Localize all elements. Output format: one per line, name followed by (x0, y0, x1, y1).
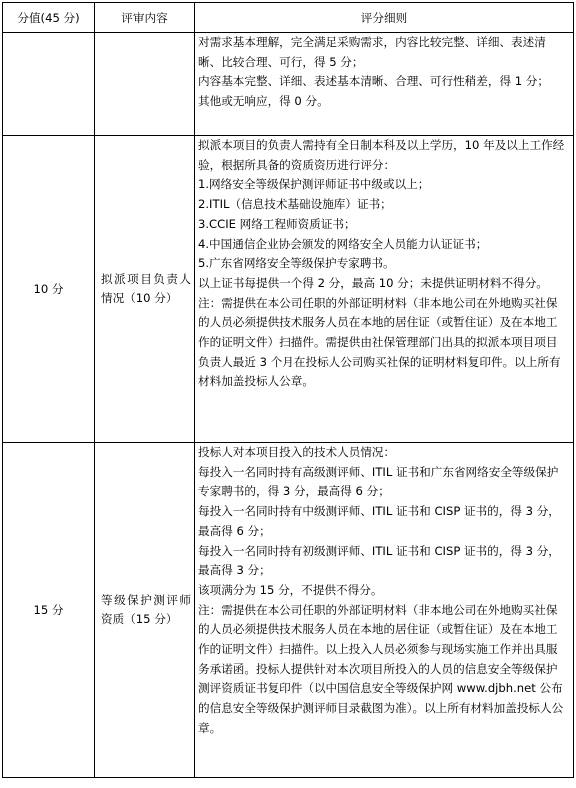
table-header-row (3, 3, 574, 33)
detail-line: 5.广东省网络安全等级保护专家聘书。 (198, 256, 395, 271)
detail-line: 每投入一名同时持有中级测评师、ITIL 证书和 CISP 证书的，得 3 分，最高得 6 分； (198, 504, 560, 538)
detail-line: 4.中国通信企业协会颁发的网络安全人员能力认证证书； (198, 236, 488, 251)
detail-line: 拟派本项目的负责人需持有全日制本科及以上学历，10 年及以上工作经验，根据所具备的资质资历进行评分： (198, 138, 565, 172)
table-row (3, 33, 574, 136)
item-text: 等级保护测评师资质（15 分） (101, 593, 191, 626)
header-item: 评审内容 (95, 3, 195, 33)
detail-line: 每投入一名同时持有初级测评师、ITIL 证书和 CISP 证书的，得 3 分，最高得 3 分； (198, 543, 560, 578)
detail-line: 其他或无响应，得 0 分。 (198, 94, 329, 109)
table-row (3, 136, 574, 443)
detail-cell (195, 33, 574, 136)
detail-line: 投标人对本项目投入的技术人员情况： (198, 445, 396, 459)
detail-line: 1.网络安全等级保护测评师证书中级或以上； (198, 177, 430, 192)
detail-note: 注：需提供在本公司任职的外部证明材料（非本地公司在外地购买社保的人员必须提供技术服务人员在本地的居住证（或暂住证）及在本地工作的证明文件）扫描件。以上投入人员必须参与现场实施工作并出具服务承诺函。投标人提供针对本次项目所投入的人员的信息安全等级保护测评资质证书复印件（以中国信息安全等级保护网 www.djbh.net 公布的信息安全等级保护测评师目录截图为准）。以上所有材料加盖投标人公章。 (198, 602, 564, 735)
item-cell (95, 136, 195, 443)
header-score: 分值(45 分) (3, 3, 95, 33)
detail-line: 3.CCIE 网络工程师资质证书； (198, 216, 356, 231)
detail-cell (195, 443, 574, 778)
scoring-table (2, 2, 574, 778)
table-row (3, 443, 574, 778)
item-cell (95, 33, 195, 136)
score-cell: 10 分 (3, 136, 95, 443)
detail-cell (195, 136, 574, 443)
score-cell: 15 分 (3, 443, 95, 778)
detail-line: 2.ITIL（信息技术基础设施库）证书； (198, 197, 392, 212)
detail-line: 每投入一名同时持有高级测评师、ITIL 证书和广东省网络安全等级保护专家聘书的，得 3 分，最高得 6 分； (198, 464, 559, 499)
detail-line: 内容基本完整、详细、表述基本清晰、合理、可行性稍差，得 1 分； (198, 74, 549, 89)
item-text: 拟派项目负责人情况（10 分） (101, 272, 191, 305)
item-cell (95, 443, 195, 778)
detail-line: 以上证书每提供一个得 2 分，最高 10 分；未提供证明材料不得分。 (198, 275, 548, 290)
header-details: 评分细则 (195, 3, 574, 33)
detail-line: 该项满分为 15 分，不提供不得分。 (198, 582, 383, 597)
score-cell (3, 33, 95, 136)
detail-line: 对需求基本理解，完全满足采购需求，内容比较完整、详细、表述清晰、比较合理、可行，得 5 分； (198, 35, 546, 69)
detail-note: 注：需提供在本公司任职的外部证明材料（非本地公司在外地购买社保的人员必须提供技术服务人员在本地的居住证（或暂住证）及在本地工作的证明文件）扫描件。需提供由社保管理部门出具的拟派本项目项目负责人最近 3 个月在投标人公司购买社保的证明材料复印件。以上所有材料加盖投标人公章。 (198, 295, 561, 389)
